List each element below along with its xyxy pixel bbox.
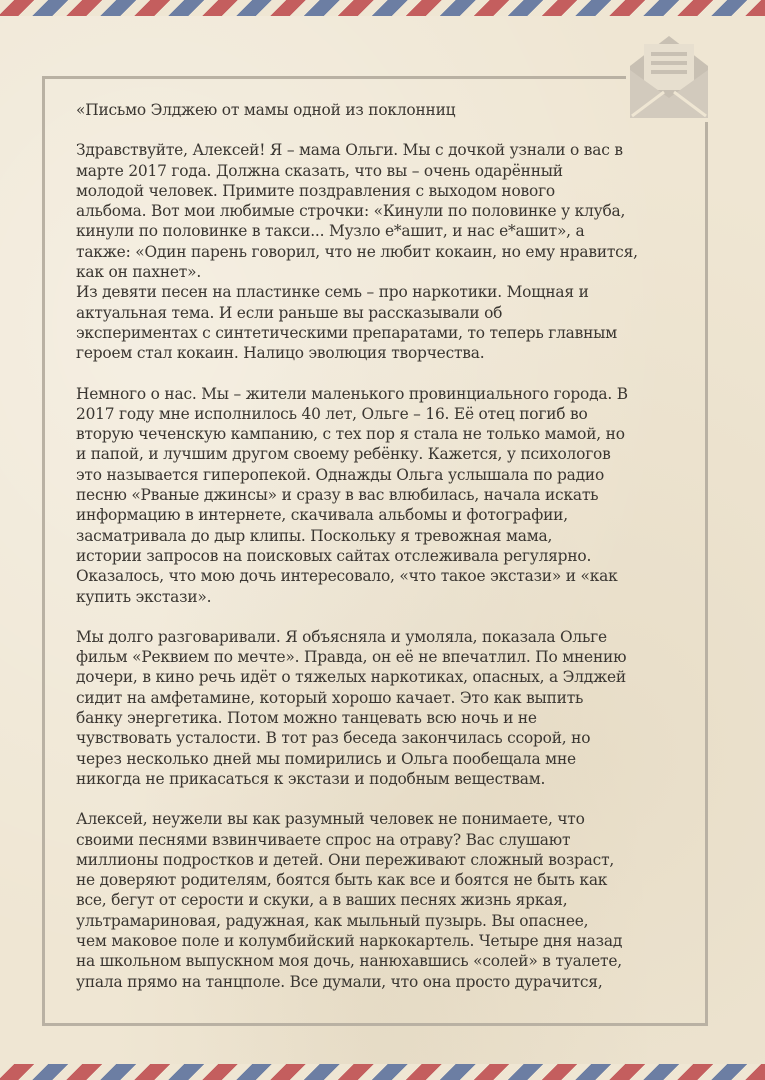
letter-line: дочери, в кино речь идёт о тяжелых наркотиках, опасных, а Элджей: [76, 668, 626, 687]
letter-line: марте 2017 года. Должна сказать, что вы – очень одарённый: [76, 161, 563, 180]
letter-line: это называется гиперопекой. Однажды Ольга услышала по радио: [76, 465, 605, 484]
letter-line: альбома. Вот мои любимые строчки: «Кинули по половинке у клуба,: [76, 202, 626, 221]
letter-line: ультрамариновая, радужная, как мыльный пузырь. Вы опаснее,: [76, 911, 589, 930]
letter-line: никогда не прикасаться к экстази и подобным веществам.: [76, 769, 546, 788]
letter-line: также: «Один парень говорил, что не любит кокаин, но ему нравится,: [76, 242, 638, 261]
letter-paragraph: [76, 384, 688, 607]
letter-line: кинули по половинке в такси... Музло е*ашит, и нас е*ашит», а: [76, 222, 585, 241]
letter-line: экспериментах с синтетическими препаратами, то теперь главным: [76, 323, 618, 342]
letter-line: все, бегут от серости и скуки, а в ваших песнях жизнь яркая,: [76, 891, 568, 910]
letter-line: Немного о нас. Мы – жители маленького провинциального города. В: [76, 384, 628, 403]
letter-line: вторую чеченскую кампанию, с тех пор я стала не только мамой, но: [76, 425, 625, 444]
letter-line: актуальная тема. И если раньше вы рассказывали об: [76, 303, 503, 322]
letter-line: Оказалось, что мою дочь интересовало, «что такое экстази» и «как: [76, 567, 618, 586]
letter-line: своими песнями взвинчиваете спрос на отраву? Вас слушают: [76, 830, 571, 849]
letter-line: героем стал кокаин. Налицо эволюция творчества.: [76, 344, 485, 363]
letter-line: Из девяти песен на пластинке семь – про наркотики. Мощная и: [76, 283, 589, 302]
letter-line: сидит на амфетамине, который хорошо качает. Это как выпить: [76, 688, 584, 707]
letter-line: на школьном выпускном моя дочь, нанюхавшись «солей» в туалете,: [76, 952, 622, 971]
letter-paragraph: [76, 809, 688, 992]
letter-line: 2017 году мне исполнилось 40 лет, Ольге – 16. Её отец погиб во: [76, 404, 588, 423]
letter-line: чем маковое поле и колумбийский наркокартель. Четыре дня назад: [76, 931, 623, 950]
letter-line: засматривала до дыр клипы. Поскольку я тревожная мама,: [76, 526, 553, 545]
letter-line: банку энергетика. Потом можно танцевать всю ночь и не: [76, 709, 537, 728]
letter-line: через несколько дней мы помирились и Ольга пообещала мне: [76, 749, 576, 768]
letter-line: песню «Рваные джинсы» и сразу в вас влюбилась, начала искать: [76, 486, 599, 505]
letter-line: миллионы подростков и детей. Они переживают сложный возраст,: [76, 850, 615, 869]
letter-body: [76, 100, 688, 1012]
letter-line: фильм «Реквием по мечте». Правда, он её не впечатлил. По мнению: [76, 648, 627, 667]
letter-paragraph: [76, 627, 688, 789]
letter-line: упала прямо на танцполе. Все думали, что она просто дурачится,: [76, 972, 603, 991]
letter-line: Мы долго разговаривали. Я объясняла и умоляла, показала Ольге: [76, 627, 607, 646]
letter-line: истории запросов на поисковых сайтах отслеживала регулярно.: [76, 546, 592, 565]
letter-line: информацию в интернете, скачивала альбомы и фотографии,: [76, 506, 568, 525]
letter-line: молодой человек. Примите поздравления с выходом нового: [76, 181, 556, 200]
airmail-stripe-bottom: [0, 1064, 765, 1080]
letter-paragraph: [76, 140, 688, 363]
airmail-stripe-top: [0, 0, 765, 16]
letter-title: «Письмо Элджею от мамы одной из поклонниц: [76, 101, 456, 119]
letter-line: чувствовать усталости. В тот раз беседа закончилась ссорой, но: [76, 729, 591, 748]
letter-line: купить экстази».: [76, 587, 212, 606]
letter-line: не доверяют родителям, боятся быть как все и боятся не быть как: [76, 871, 608, 890]
letter-line: и папой, и лучшим другом своему ребёнку. Кажется, у психологов: [76, 445, 611, 464]
letter-line: как он пахнет».: [76, 263, 202, 282]
letter-line: Алексей, неужели вы как разумный человек не понимаете, что: [76, 810, 585, 829]
letter-line: Здравствуйте, Алексей! Я – мама Ольги. Мы с дочкой узнали о вас в: [76, 141, 623, 160]
